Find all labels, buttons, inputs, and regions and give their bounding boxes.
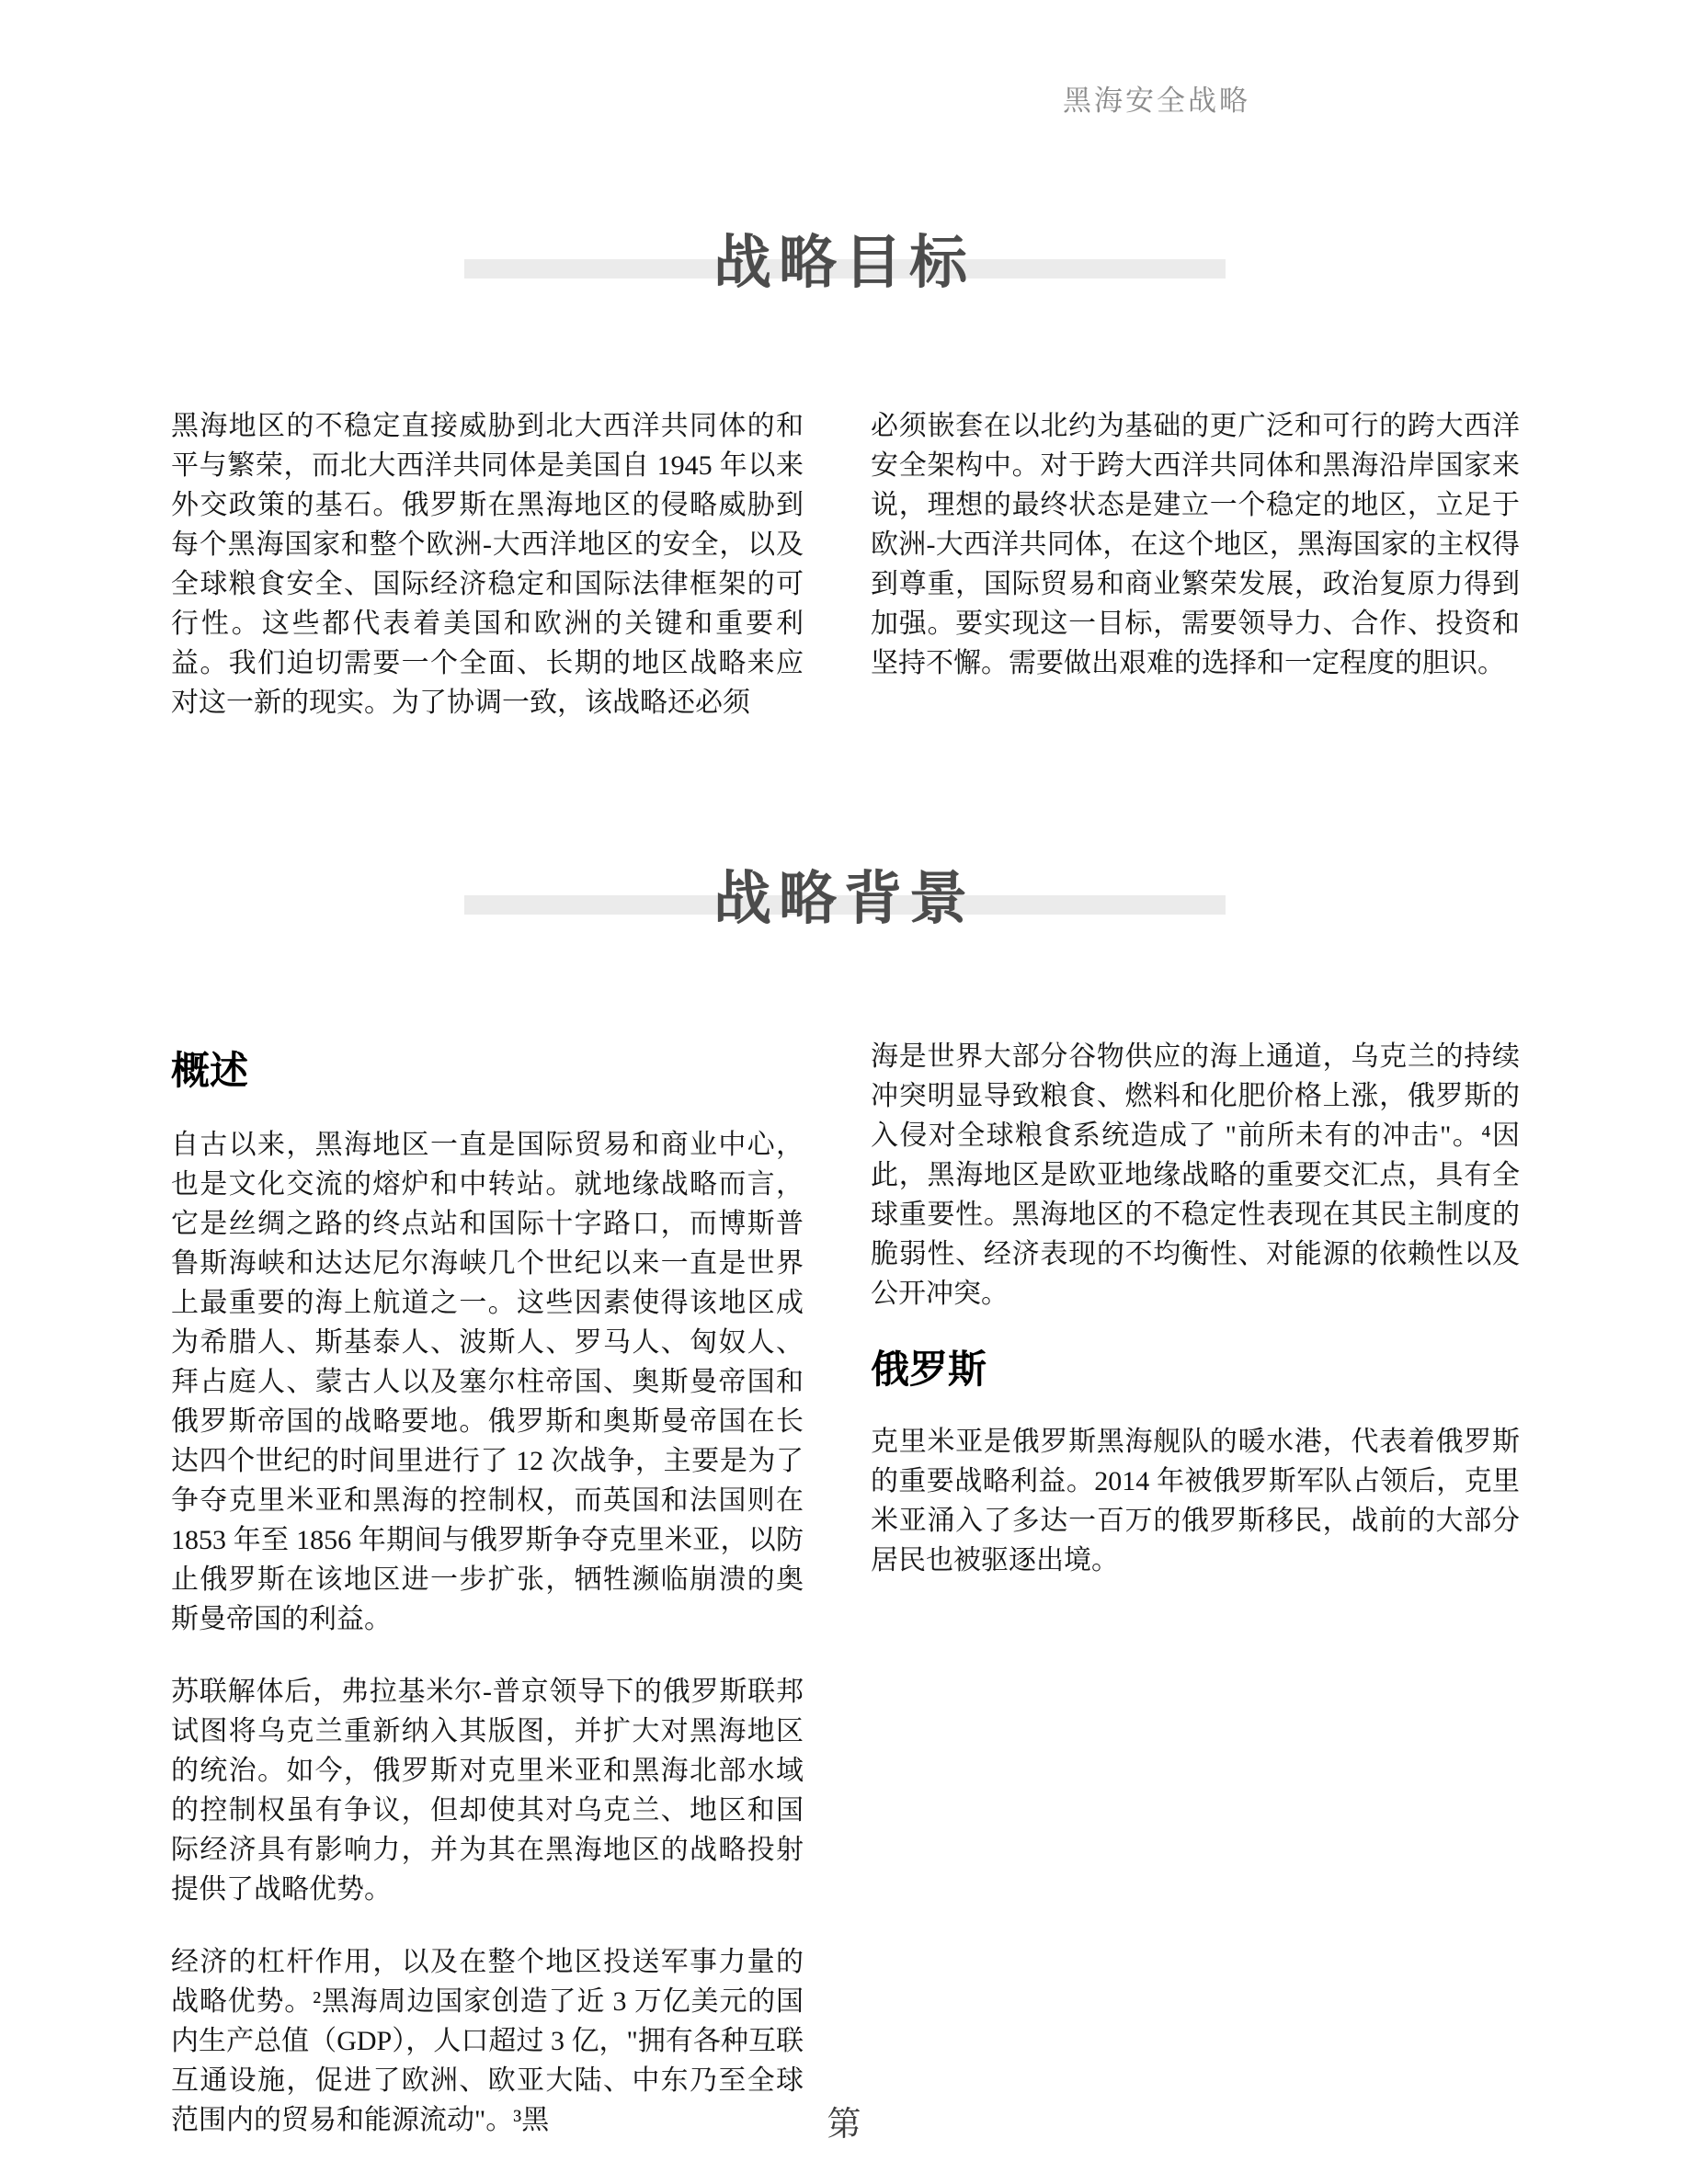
background-left-column [171,1037,804,2140]
page-footer-marker: 第 [827,2106,861,2144]
overview-paragraph-1: 自古以来，黑海地区一直是国际贸易和商业中心，也是文化交流的熔炉和中转站。就地缘战略而言，它是丝绸之路的终点站和国际十字路口，而博斯普鲁斯海峡和达达尼尔海峡几个世纪以来一直是世界上最重要的海上航道之一。这些因素使得该地区成为希腊人、斯基泰人、波斯人、罗马人、匈奴人、拜占庭人、蒙古人以及塞尔柱帝国、奥斯曼帝国和俄罗斯帝国的战略要地。俄罗斯和奥斯曼帝国在长达四个世纪的时间里进行了 12 次战争，主要是为了争夺克里米亚和黑海的控制权，而英国和法国则在 1853 年至 1856 年期间与俄罗斯争夺克里米亚，以防止俄罗斯在该地区进一步扩张，牺牲濒临崩溃的奥斯曼帝国的利益。 [171,1130,804,1635]
objectives-left-column [171,406,804,722]
section-title-background [0,853,1688,963]
overview-heading: 概述 [171,1049,249,1092]
russia-paragraph: 克里米亚是俄罗斯黑海舰队的暖水港，代表着俄罗斯的重要战略利益。2014 年被俄罗斯军队占领后，克里米亚涌入了多达一百万的俄罗斯移民，战前的大部分居民也被驱逐出境。 [871,1427,1520,1576]
section-title-objectives [0,217,1688,327]
objectives-right-column [871,406,1520,683]
running-header: 黑海安全战略 [1063,85,1250,117]
section-title-background-text: 战略背景 [713,867,975,931]
background-continuation-paragraph: 海是世界大部分谷物供应的海上通道，乌克兰的持续冲突明显导致粮食、燃料和化肥价格上涨，俄罗斯的入侵对全球粮食系统造成了 "前所未有的冲击"。⁴因此，黑海地区是欧亚地缘战略的重要交汇点，具有全球重要性。黑海地区的不稳定性表现在其民主制度的脆弱性、经济表现的不均衡性、对能源的依赖性以及公开冲突。 [871,1041,1520,1309]
russia-heading: 俄罗斯 [871,1348,987,1391]
objectives-right-paragraph: 必须嵌套在以北约为基础的更广泛和可行的跨大西洋安全架构中。对于跨大西洋共同体和黑海沿岸国家来说，理想的最终状态是建立一个稳定的地区，立足于欧洲-大西洋共同体，在这个地区，黑海国家的主权得到尊重，国际贸易和商业繁荣发展，政治复原力得到加强。要实现这一目标，需要领导力、合作、投资和坚持不懈。需要做出艰难的选择和一定程度的胆识。 [871,411,1520,678]
objectives-left-paragraph: 黑海地区的不稳定直接威胁到北大西洋共同体的和平与繁荣，而北大西洋共同体是美国自 1945 年以来外交政策的基石。俄罗斯在黑海地区的侵略威胁到每个黑海国家和整个欧洲-大西洋地区的安全，以及全球粮食安全、国际经济稳定和国际法律框架的可行性。这些都代表着美国和欧洲的关键和重要利益。我们迫切需要一个全面、长期的地区战略来应对这一新的现实。为了协调一致，该战略还必须 [171,411,804,718]
background-right-column [871,1037,1520,1580]
overview-paragraph-3: 经济的杠杆作用，以及在整个地区投送军事力量的战略优势。²黑海周边国家创造了近 3 万亿美元的国内生产总值（GDP），人口超过 3 亿，"拥有各种互联互通设施，促进了欧洲、欧亚大陆、中东乃至全球范围内的贸易和能源流动"。³黑 [171,1947,804,2136]
overview-paragraph-2: 苏联解体后，弗拉基米尔-普京领导下的俄罗斯联邦试图将乌克兰重新纳入其版图，并扩大对黑海地区的统治。如今，俄罗斯对克里米亚和黑海北部水域的控制权虽有争议，但却使其对乌克兰、地区和国际经济具有影响力，并为其在黑海地区的战略投射提供了战略优势。 [171,1677,804,1905]
section-title-objectives-text: 战略目标 [713,231,975,295]
